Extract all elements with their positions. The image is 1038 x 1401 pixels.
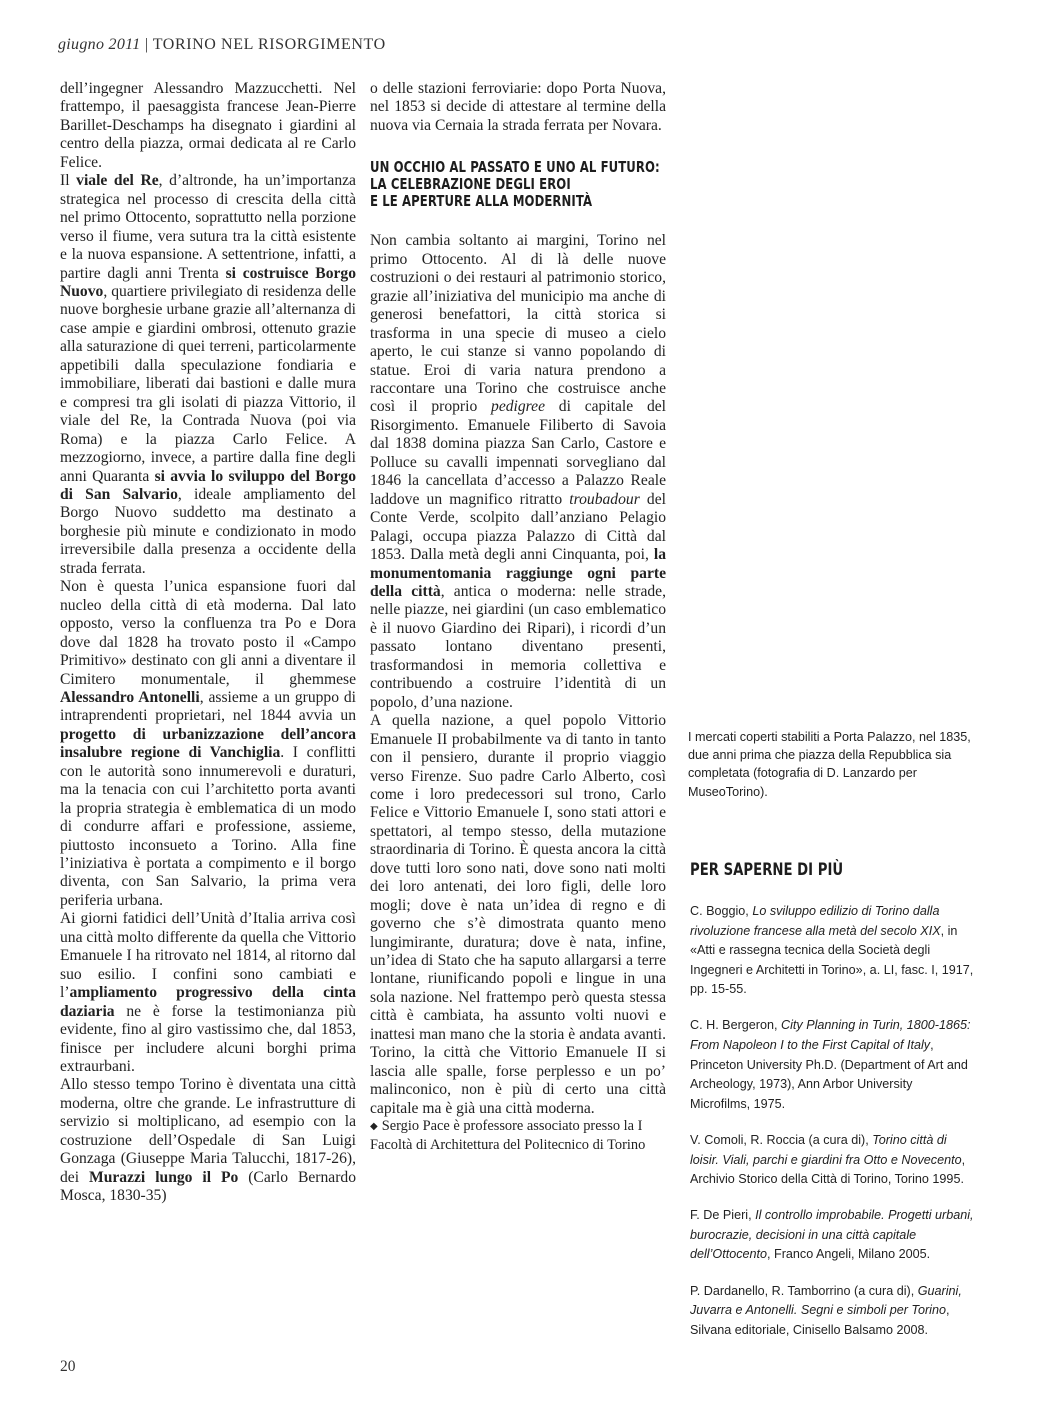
further-reading-heading: PER SAPERNE DI PIÙ <box>690 860 844 880</box>
diamond-icon: ◆ <box>370 1121 378 1133</box>
bold-text: si costruisce Borgo Nuovo <box>60 264 357 300</box>
further-reading-list <box>690 902 975 1357</box>
text-run: , Silvana editoriale, Cinisello Balsamo 2008. <box>690 1303 950 1337</box>
paragraph <box>370 232 666 712</box>
bold-text: la monumentomania raggiunge ogni parte della città <box>370 546 666 600</box>
text-run: A quella nazione, a quel popolo Vittorio Emanuele II probabilmente va di tanto in tanto con il pensiero, durante il proprio viaggio verso Firenze. Suo padre Carlo Alberto, così come i loro predecessori sul trono, Carlo Felice e Vittorio Emanuele I, sono stati attori e spettatori, al tempo stesso, della mutazione straordinaria di Torino. È questa ancora la città dove tutti loro sono nati, dove sono nati molti dei loro antenati, dei loro figli, delle loro mogli; dove è nata un’idea di regno e di governo che s’è dimostrata quanto meno lungimirante, duratura; dove è nata, infine, un’idea di Stato che ha saputo allargarsi a terre lontane, riunificando popoli e lingue in una sola nazione. Nel frattempo però questa stessa città è cambiata, ha assunto volti nuovi e inattesi man mano che la storia è andata avanti. Torino, la città che Vittorio Emanuele II si lascia alle spalle, forse perplesso e un po’ malinconico, non è più di certo una città capitale ma è già una città moderna. <box>370 712 666 1117</box>
paragraph <box>60 172 356 578</box>
text-run: , Princeton University Ph.D. (Department of Art and Archeology, 1973), Ann Arbor University Microfilms, 1975. <box>690 1038 968 1111</box>
text-run: , antica o moderna: nelle strade, nelle piazze, nei giardini (un caso emblematico è il nuovo Giardino dei Ripari), i ricordi d’un passato lontano diventano presenti, trasformandosi in memoria collettiva e contribuendo a costruire l’identità di un popolo, d’una nazione. <box>370 582 666 711</box>
text-run: , in «Atti e rassegna tecnica della Società degli Ingegneri e Architetti in Torino», a. LI, fasc. I, 1917, pp. 15-55. <box>690 923 974 997</box>
section-heading-line: E LE APERTURE ALLA MODERNITÀ <box>370 192 593 211</box>
photo-caption: I mercati coperti stabiliti a Porta Palazzo, nel 1835, due anni prima che piazza della Repubblica sia completata (fotografia di D. Lanzardo per MuseoTorino). <box>688 730 971 799</box>
paragraph <box>60 578 356 910</box>
bold-text: Murazzi lungo il Po <box>88 1168 239 1186</box>
text-run: F. De Pieri, <box>690 1208 756 1223</box>
reference-entry <box>690 1131 975 1190</box>
paragraph <box>370 80 666 135</box>
italic-text: troubadour <box>569 490 640 508</box>
author-bio-text: Sergio Pace è professore associato presso la I Facoltà di Architettura del Politecnico di Torino <box>370 1118 646 1153</box>
bold-text: viale del Re <box>76 172 159 190</box>
text-column-left <box>60 80 356 1206</box>
page-number: 20 <box>60 1358 76 1375</box>
reference-entry <box>690 1206 975 1265</box>
paragraph <box>370 712 666 1118</box>
paragraph <box>60 80 356 172</box>
reference-entry <box>690 1282 975 1341</box>
text-run: . I conflitti con le autorità sono innumerevoli e duraturi, ma la tenacia con cui l’architetto porta avanti la propria strategia è emblematica di un modo di condurre affari e professione, assieme, piuttosto inconsueto a Torino. Alla fine l’iniziativa è portata a compimento e il borgo diventa, con San Salvario, la prima vera periferia urbana. <box>60 744 356 909</box>
author-bio <box>370 1118 666 1154</box>
text-run: Ai giorni fatidici dell’Unità d’Italia arriva così una città molto differente da quella che Vittorio Emanuele I ha ritrovato nel 1814, al ritorno dal suo esilio. I confini sono cambiati e l’ <box>60 910 356 1002</box>
text-run: di capitale del Risorgimento. Emanuele Filiberto di Savoia dal 1838 domina piazza San Carlo, Castore e Polluce su cavalli impennati sorvegliano dal 1846 la cancellata d’accesso a Palazzo Reale laddove un magnifico ritratto <box>370 398 667 508</box>
italic-text: Lo sviluppo edilizio di Torino dalla rivoluzione francese alla metà del secolo XIX <box>690 904 941 938</box>
text-run: C. H. Bergeron, <box>690 1018 781 1033</box>
section-heading-line: LA CELEBRAZIONE DEGLI EROI <box>370 175 571 194</box>
paragraph <box>60 910 356 1076</box>
header-separator: | <box>144 36 149 53</box>
bold-text: si avvia lo sviluppo del Borgo di San Salvario <box>60 467 356 503</box>
italic-text: City Planning in Turin, 1800-1865: From Napoleon I to the First Capital of Italy <box>690 1018 971 1053</box>
italic-text: pedigree <box>491 398 546 416</box>
text-run: , Archivio Storico della Città di Torino, Torino 1995. <box>690 1152 966 1187</box>
section-title: TORINO NEL RISORGIMENTO <box>152 36 386 53</box>
text-run: , assieme a un gruppo di intraprendenti proprietari, nel 1844 avvia un <box>60 688 356 725</box>
reference-entry <box>690 902 975 1000</box>
issue-date: giugno 2011 <box>58 36 141 53</box>
bold-text: Alessandro Antonelli <box>60 688 200 706</box>
paragraph <box>60 1076 356 1205</box>
text-run: (Carlo Bernardo Mosca, 1830-35) <box>60 1168 356 1205</box>
italic-text: Il controllo improbabile. Progetti urbani, burocrazie, decisioni in una città capitale dell’Ottocento <box>690 1208 974 1262</box>
text-run: P. Dardanello, R. Tamborrino (a cura di), <box>690 1283 918 1298</box>
text-run: del Conte Verde, scolpito dall’anziano Pelagio Palagi, occupa piazza Palazzo di Città dal 1853. Dalla metà degli anni Cinquanta, poi, <box>370 490 666 564</box>
italic-text: Torino città di loisir. Viali, parchi e giardini fra Otto e Novecento <box>690 1132 962 1167</box>
bold-text: progetto di urbanizzazione dell’ancora insalubre regione di Vanchiglia <box>60 725 356 762</box>
text-run: ne è forse la testimonianza più evidente, fino al giro vastissimo che, dal 1853, finisce per includere alcuni borghi prima extraurbani. <box>60 1002 356 1076</box>
section-heading-line: UN OCCHIO AL PASSATO E UNO AL FUTURO: <box>370 158 660 177</box>
text-column-middle <box>370 80 666 1154</box>
text-run: V. Comoli, R. Roccia (a cura di), <box>690 1132 873 1147</box>
text-run: C. Boggio, <box>690 904 753 918</box>
text-run: , Franco Angeli, Milano 2005. <box>767 1247 931 1262</box>
text-run: dell’ingegner Alessandro Mazzucchetti. Nel frattempo, il paesaggista francese Jean-Pierre Barillet-Deschamps ha disegnato i giardini al centro della piazza, ormai dedicata al re Carlo Felice. <box>60 80 356 171</box>
italic-text: Guarini, Juvarra e Antonelli. Segni e simboli per Torino <box>690 1283 962 1318</box>
section-body <box>370 232 666 1118</box>
running-header <box>58 36 386 54</box>
text-run: , quartiere privilegiato di residenza delle nuove borghesie urbane grazie all’alternanza di case ampie e giardini ombrosi, ottenuto grazie alla saturazione di quei terreni, particolarmente appetibili dalla speculazione fondiaria e immobiliare, liberati dai bastioni e dalle mura e compresi tra gli isolati di piazza Vittorio, il viale del Re, la Contrada Nuova (poi via Roma) e la piazza Carlo Felice. A mezzogiorno, invece, a partire dalla fine degli anni Quaranta <box>60 282 356 485</box>
text-run: , ideale ampliamento del Borgo Nuovo suddetto ma destinato a borghesie più minute e condizionato in modo irreversibile dalla presenza a occidente della strada ferrata. <box>60 485 356 577</box>
section-heading <box>370 159 666 210</box>
text-run: o delle stazioni ferroviarie: dopo Porta Nuova, nel 1853 si decide di attestare al termine della nuova via Cernaia la strada ferrata per Novara. <box>370 80 666 134</box>
text-run: Il <box>60 172 77 190</box>
bold-text: ampliamento progressivo della cinta daziaria <box>60 984 356 1020</box>
reference-entry <box>690 1016 975 1114</box>
text-run: Allo stesso tempo Torino è diventata una città moderna, oltre che grande. Le infrastrutture di servizio si moltiplicano, ad esempio con la costruzione dell’Ospedale di San Luigi Gonzaga (Giuseppe Maria Talucchi, 1817-26), dei <box>60 1076 356 1186</box>
text-run: Non cambia soltanto ai margini, Torino nel primo Ottocento. Al di là delle nuove costruzioni o dei restauri al patrimonio storico, grazie all’iniziativa del municipio ma anche di generosi benefattori, la città storica si trasforma in una specie di museo a cielo aperto, le cui stanze si vanno popolando di statue. Eroi di varia natura prendono a raccontare una Torino che costruisce anche così il proprio <box>370 232 666 416</box>
text-run: , d’altronde, ha un’importanza strategica nel processo di crescita della città nel primo Ottocento, soprattutto nella porzione verso il fiume, vera sutura tra la città esistente e la nuova espansione. A settentrione, infatti, a partire dagli anni Trenta <box>60 172 356 282</box>
text-run: Non è questa l’unica espansione fuori dal nucleo della città di età moderna. Dal lato opposto, verso la confluenza tra Po e Dora dove dal 1828 ha trovato posto il «Campo Primitivo» destinato con gli anni a diventare il Cimitero monumentale, il ghemmese <box>60 578 356 688</box>
